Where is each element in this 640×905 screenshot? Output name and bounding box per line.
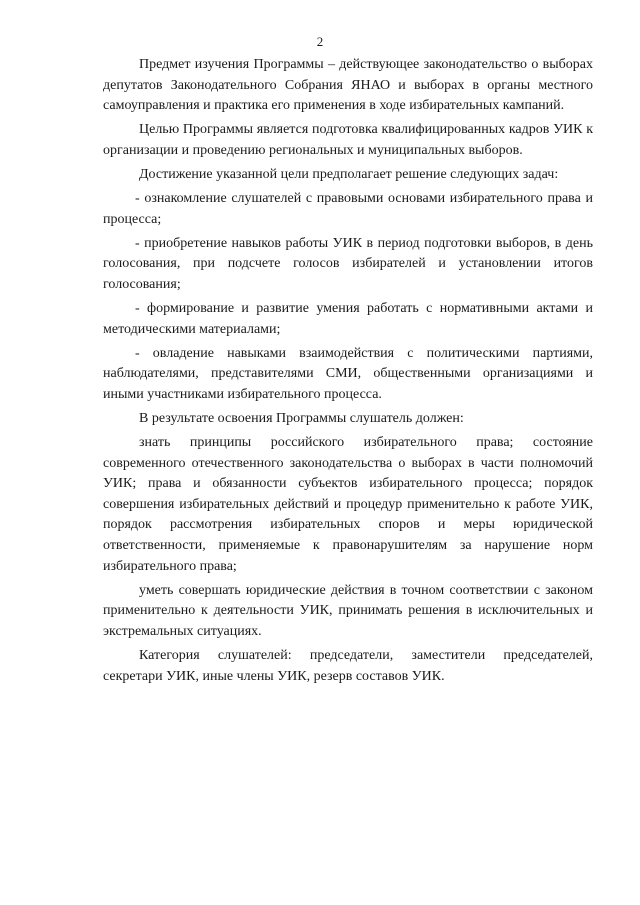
document-body	[103, 55, 593, 691]
task-item: - приобретение навыков работы УИК в период подготовки выборов, в день голосования, при подсчете голосов избирателей и установлении итогов голосования;	[103, 235, 593, 292]
paragraph-tasks-intro: Достижение указанной цели предполагает решение следующих задач:	[139, 166, 559, 182]
paragraph-outcomes-intro: В результате освоения Программы слушатель должен:	[139, 411, 464, 426]
task-item: - овладение навыками взаимодействия с политическими партиями, наблюдателями, представителями СМИ, общественными организациями и иными участниками избирательного процесса.	[103, 345, 593, 402]
paragraph-subject: Предмет изучения Программы – действующее законодательство о выборах депутатов Законодательного Собрания ЯНАО и выборах в органы местного самоуправления и практика его применения в ходе избирательных кампаний.	[103, 57, 593, 114]
paragraph-audience: Категория слушателей: председатели, заместители председателей, секретари УИК, иные члены УИК, резерв составов УИК.	[103, 648, 593, 684]
page-number: 2	[316, 34, 324, 49]
paragraph-be-able: уметь совершать юридические действия в точном соответствии с законом применительно к деятельности УИК, принимать решения в исключительных и экстремальных ситуациях.	[103, 582, 593, 639]
paragraph-know: знать принципы российского избирательного права; состояние современного отечественного законодательства о выборах в части полномочий УИК; права и обязанности субъектов избирательного процесса; порядок совершения избирательных действий и процедур применительно к работе УИК, порядок рассмотрения избирательных споров и меры юридической ответственности, применяемые к правонарушителям за нарушение норм избирательного права;	[103, 435, 593, 574]
paragraph-goal: Целью Программы является подготовка квалифицированных кадров УИК к организации и проведению региональных и муниципальных выборов.	[103, 122, 593, 158]
task-item: - формирование и развитие умения работать с нормативными актами и методическими материалами;	[103, 301, 593, 337]
task-item: - ознакомление слушателей с правовыми основами избирательного права и процесса;	[103, 191, 593, 227]
